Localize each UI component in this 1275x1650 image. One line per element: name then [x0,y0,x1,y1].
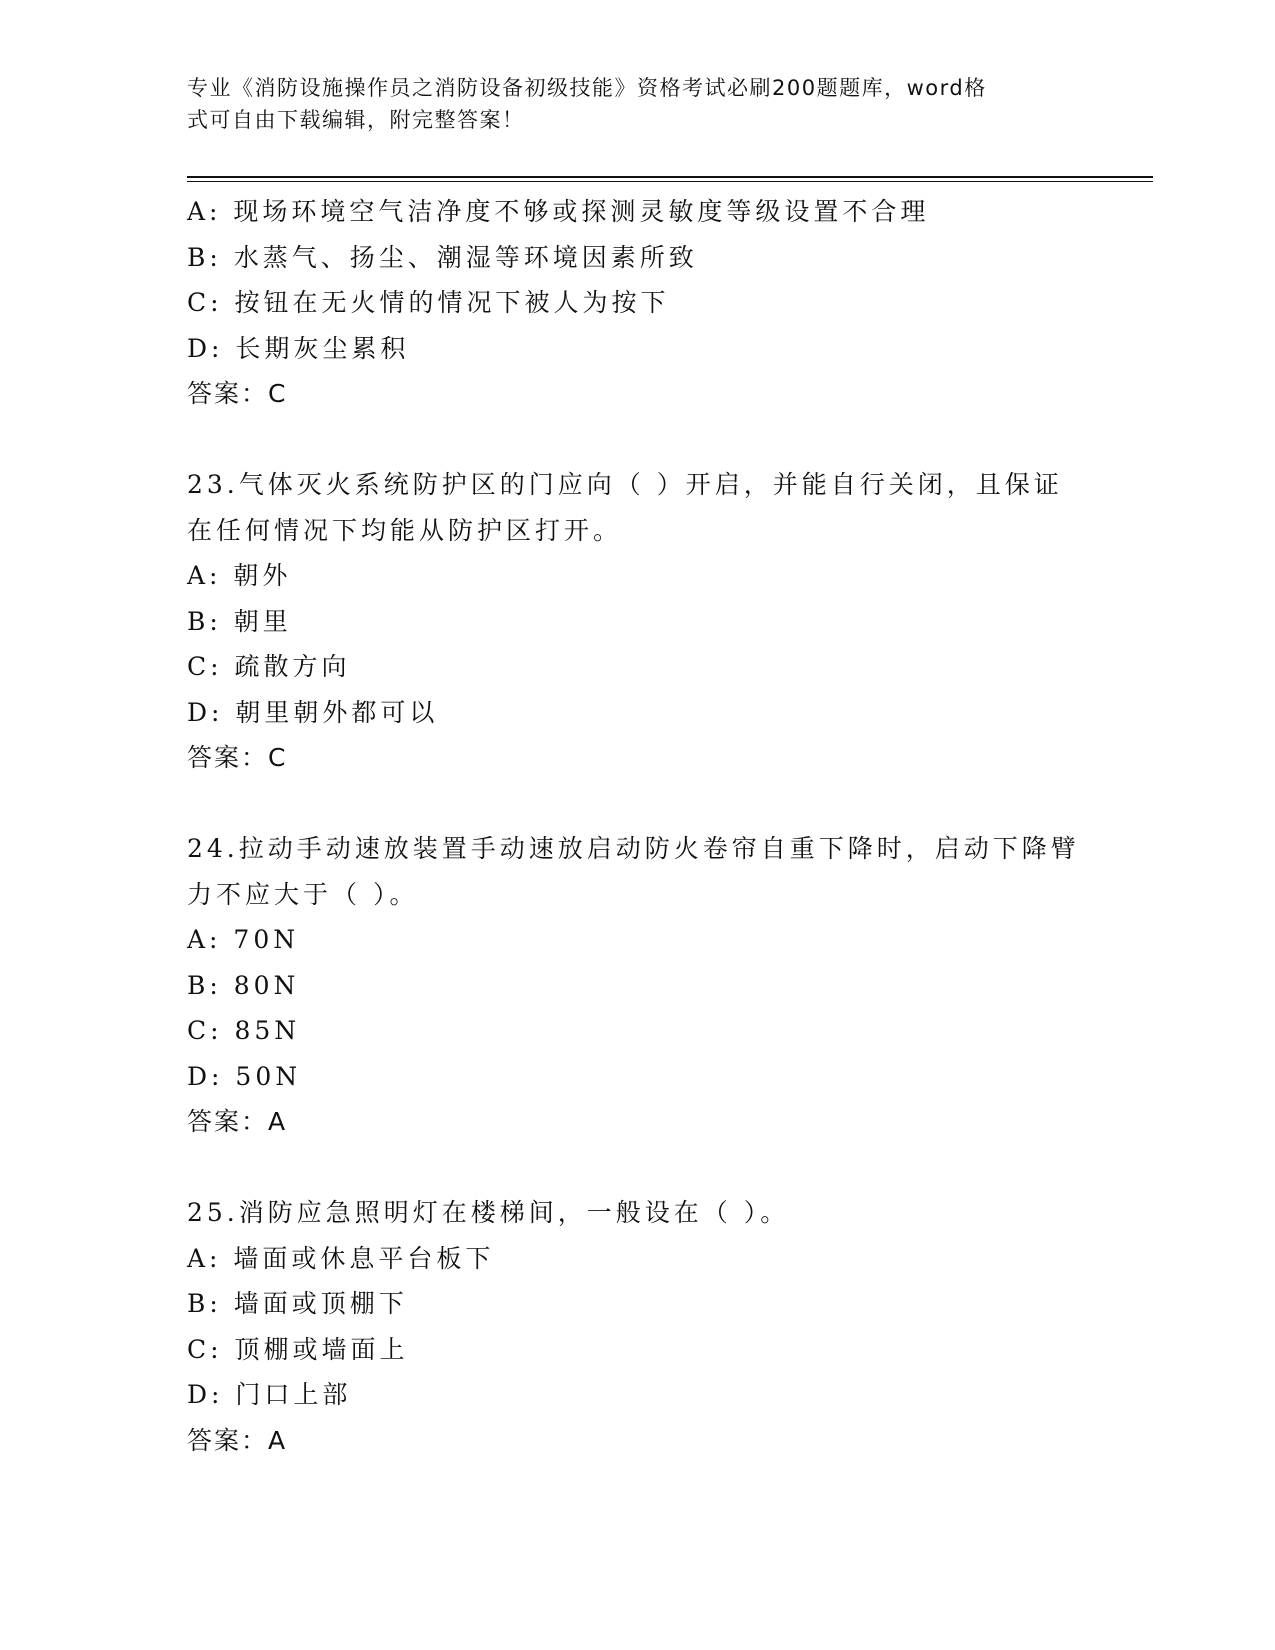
question-23 [187,462,1087,781]
option-a: A: 现场环境空气洁净度不够或探测灵敏度等级设置不合理 [187,197,930,226]
answer: 答案：C [187,743,288,772]
answer: 答案：C [187,379,288,408]
option-c: C: 顶棚或墙面上 [187,1334,409,1364]
option-d: D: 门口上部 [187,1380,352,1409]
question-22 [187,189,1087,417]
question-stem-line-1: 25.消防应急照明灯在楼梯间，一般设在（ ）。 [187,1198,790,1227]
option-a: A: 70N [187,925,300,954]
option-c: C: 疏散方向 [187,652,351,681]
answer: 答案：A [187,1107,288,1136]
option-c: C: 按钮在无火情的情况下被人为按下 [187,288,670,317]
question-stem-line-1: 23.气体灭火系统防护区的门应向（ ）开启，并能自行关闭，且保证 [187,470,1063,499]
question-stem-line-2: 力不应大于（ ）。 [187,879,419,909]
question-list [187,189,1087,1463]
question-25 [187,1190,1087,1463]
option-c: C: 85N [187,1016,301,1045]
question-stem-line-2: 在任何情况下均能从防护区打开。 [187,515,623,545]
header-line-1: 专业《消防设施操作员之消防设备初级技能》资格考试必刷200题题库，word格 [187,76,987,100]
option-a: A: 朝外 [187,561,292,590]
option-d: D: 长期灰尘累积 [187,333,410,363]
option-d: D: 朝里朝外都可以 [187,697,439,727]
option-b: B: 80N [187,970,300,1000]
question-24 [187,826,1087,1145]
document-header [187,72,1067,136]
option-a: A: 墙面或休息平台板下 [187,1243,495,1273]
header-line-2: 式可自由下载编辑，附完整答案！ [187,108,525,132]
option-b: B: 朝里 [187,606,292,636]
header-divider-thin [187,181,1153,182]
answer: 答案：A [187,1425,288,1455]
option-b: B: 水蒸气、扬尘、潮湿等环境因素所致 [187,242,698,272]
header-divider-thick [187,176,1153,178]
question-stem-line-1: 24.拉动手动速放装置手动速放启动防火卷帘自重下降时，启动下降臂 [187,834,1080,863]
option-d: D: 50N [187,1061,302,1091]
option-b: B: 墙面或顶棚下 [187,1289,408,1318]
